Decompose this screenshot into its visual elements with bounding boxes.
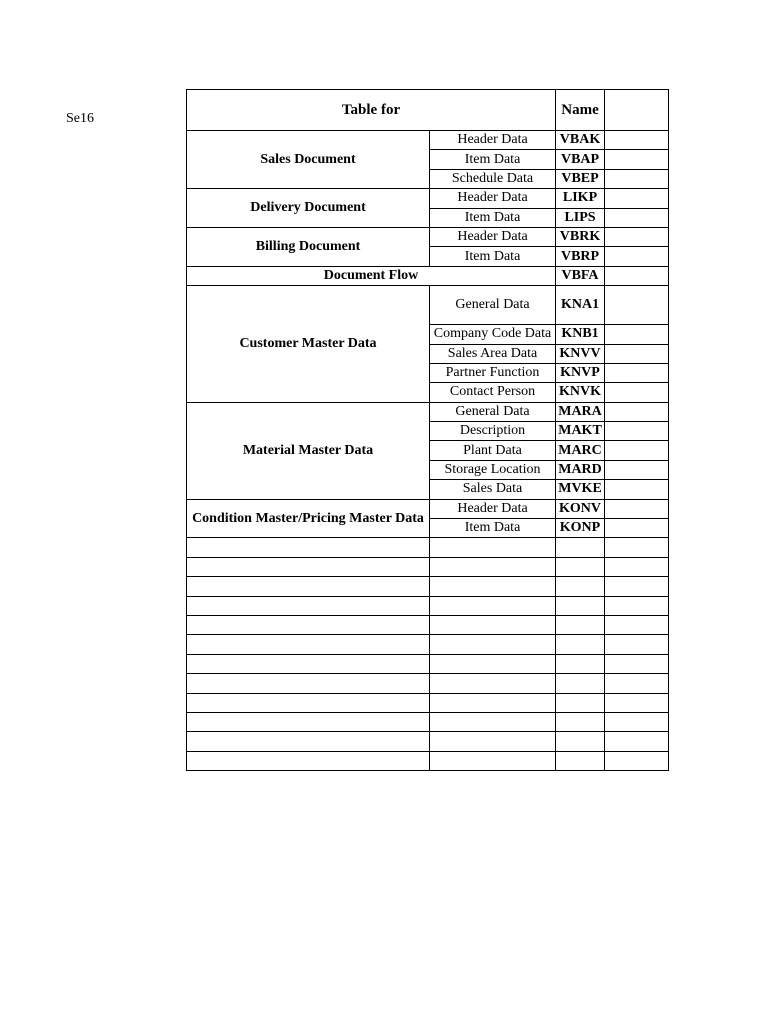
empty-cell (556, 654, 605, 673)
sap-table-name: MVKE (556, 480, 605, 499)
table-row (187, 266, 669, 285)
sap-table-name: VBEP (556, 169, 605, 188)
table-row (187, 227, 669, 246)
empty-cell (605, 654, 669, 673)
empty-cell (430, 732, 556, 751)
table-row (187, 131, 669, 150)
extra-cell (605, 189, 669, 208)
sap-table-name: KNB1 (556, 325, 605, 344)
header-row (187, 90, 669, 131)
empty-cell (556, 732, 605, 751)
data-description: Description (430, 422, 556, 441)
extra-cell (605, 480, 669, 499)
extra-cell (605, 266, 669, 285)
group-label: Delivery Document (187, 189, 430, 228)
sap-table-name: VBRP (556, 247, 605, 266)
data-description: Item Data (430, 519, 556, 538)
sap-table-name: KNA1 (556, 286, 605, 325)
sap-table-name: VBAP (556, 150, 605, 169)
sap-table-name: KONP (556, 519, 605, 538)
data-description: Plant Data (430, 441, 556, 460)
sap-table-name: KNVK (556, 383, 605, 402)
table-row (187, 499, 669, 518)
data-description: Header Data (430, 227, 556, 246)
extra-cell (605, 325, 669, 344)
empty-cell (187, 693, 430, 712)
sap-table-name: MARC (556, 441, 605, 460)
empty-cell (430, 654, 556, 673)
extra-cell (605, 499, 669, 518)
empty-row (187, 654, 669, 673)
data-description: Contact Person (430, 383, 556, 402)
header-name: Name (556, 90, 605, 131)
sap-table-name: LIPS (556, 208, 605, 227)
empty-cell (605, 577, 669, 596)
data-description: Item Data (430, 247, 556, 266)
sap-table-name: MARA (556, 402, 605, 421)
empty-cell (556, 596, 605, 615)
empty-cell (605, 751, 669, 770)
table-row (187, 286, 669, 325)
extra-cell (605, 286, 669, 325)
header-table-for: Table for (187, 90, 556, 131)
sap-table-name: MAKT (556, 422, 605, 441)
empty-row (187, 732, 669, 751)
empty-cell (605, 635, 669, 654)
empty-cell (430, 615, 556, 634)
empty-row (187, 596, 669, 615)
empty-row (187, 751, 669, 770)
data-description: General Data (430, 402, 556, 421)
extra-cell (605, 519, 669, 538)
data-description: Sales Data (430, 480, 556, 499)
extra-cell (605, 227, 669, 246)
empty-cell (187, 751, 430, 770)
data-description: General Data (430, 286, 556, 325)
empty-cell (556, 674, 605, 693)
empty-cell (605, 674, 669, 693)
table-row (187, 402, 669, 421)
data-description: Company Code Data (430, 325, 556, 344)
sap-table-name: VBAK (556, 131, 605, 150)
data-description: Item Data (430, 208, 556, 227)
extra-cell (605, 363, 669, 382)
empty-row (187, 693, 669, 712)
empty-cell (556, 635, 605, 654)
empty-cell (187, 635, 430, 654)
group-label: Condition Master/Pricing Master Data (187, 499, 430, 538)
data-description: Partner Function (430, 363, 556, 382)
sap-table-name: VBRK (556, 227, 605, 246)
sap-table-name: KNVP (556, 363, 605, 382)
empty-row (187, 557, 669, 576)
empty-cell (430, 635, 556, 654)
empty-row (187, 635, 669, 654)
extra-cell (605, 247, 669, 266)
empty-cell (605, 538, 669, 557)
empty-cell (430, 577, 556, 596)
extra-cell (605, 344, 669, 363)
empty-row (187, 577, 669, 596)
group-label: Document Flow (187, 266, 556, 285)
extra-cell (605, 169, 669, 188)
empty-cell (605, 615, 669, 634)
empty-cell (430, 751, 556, 770)
extra-cell (605, 383, 669, 402)
empty-cell (430, 674, 556, 693)
sap-tables-grid (186, 89, 669, 771)
empty-cell (187, 596, 430, 615)
empty-cell (187, 557, 430, 576)
sap-table-name: KNVV (556, 344, 605, 363)
side-label: Se16 (66, 111, 94, 126)
empty-cell (556, 751, 605, 770)
empty-row (187, 615, 669, 634)
sap-table-name: MARD (556, 460, 605, 479)
empty-cell (605, 557, 669, 576)
empty-row (187, 674, 669, 693)
data-description: Header Data (430, 131, 556, 150)
empty-cell (430, 693, 556, 712)
empty-cell (605, 596, 669, 615)
data-description: Sales Area Data (430, 344, 556, 363)
empty-cell (605, 712, 669, 731)
group-label: Material Master Data (187, 402, 430, 499)
sap-table-name: KONV (556, 499, 605, 518)
empty-cell (430, 596, 556, 615)
data-description: Schedule Data (430, 169, 556, 188)
extra-cell (605, 150, 669, 169)
header-extra (605, 90, 669, 131)
table-row (187, 189, 669, 208)
empty-cell (556, 577, 605, 596)
empty-cell (187, 577, 430, 596)
empty-cell (187, 538, 430, 557)
empty-cell (430, 557, 556, 576)
sap-table-name: VBFA (556, 266, 605, 285)
group-label: Customer Master Data (187, 286, 430, 403)
empty-cell (605, 732, 669, 751)
empty-cell (187, 615, 430, 634)
extra-cell (605, 131, 669, 150)
empty-cell (556, 538, 605, 557)
empty-cell (430, 712, 556, 731)
empty-cell (187, 732, 430, 751)
data-description: Storage Location (430, 460, 556, 479)
empty-cell (187, 674, 430, 693)
empty-cell (556, 557, 605, 576)
empty-cell (187, 712, 430, 731)
empty-row (187, 712, 669, 731)
extra-cell (605, 402, 669, 421)
empty-cell (605, 693, 669, 712)
empty-cell (556, 693, 605, 712)
empty-cell (556, 615, 605, 634)
empty-row (187, 538, 669, 557)
group-label: Sales Document (187, 131, 430, 189)
empty-cell (187, 654, 430, 673)
data-description: Header Data (430, 499, 556, 518)
data-description: Item Data (430, 150, 556, 169)
extra-cell (605, 208, 669, 227)
data-description: Header Data (430, 189, 556, 208)
extra-cell (605, 422, 669, 441)
empty-cell (430, 538, 556, 557)
extra-cell (605, 460, 669, 479)
sap-table-name: LIKP (556, 189, 605, 208)
group-label: Billing Document (187, 227, 430, 266)
empty-cell (556, 712, 605, 731)
extra-cell (605, 441, 669, 460)
